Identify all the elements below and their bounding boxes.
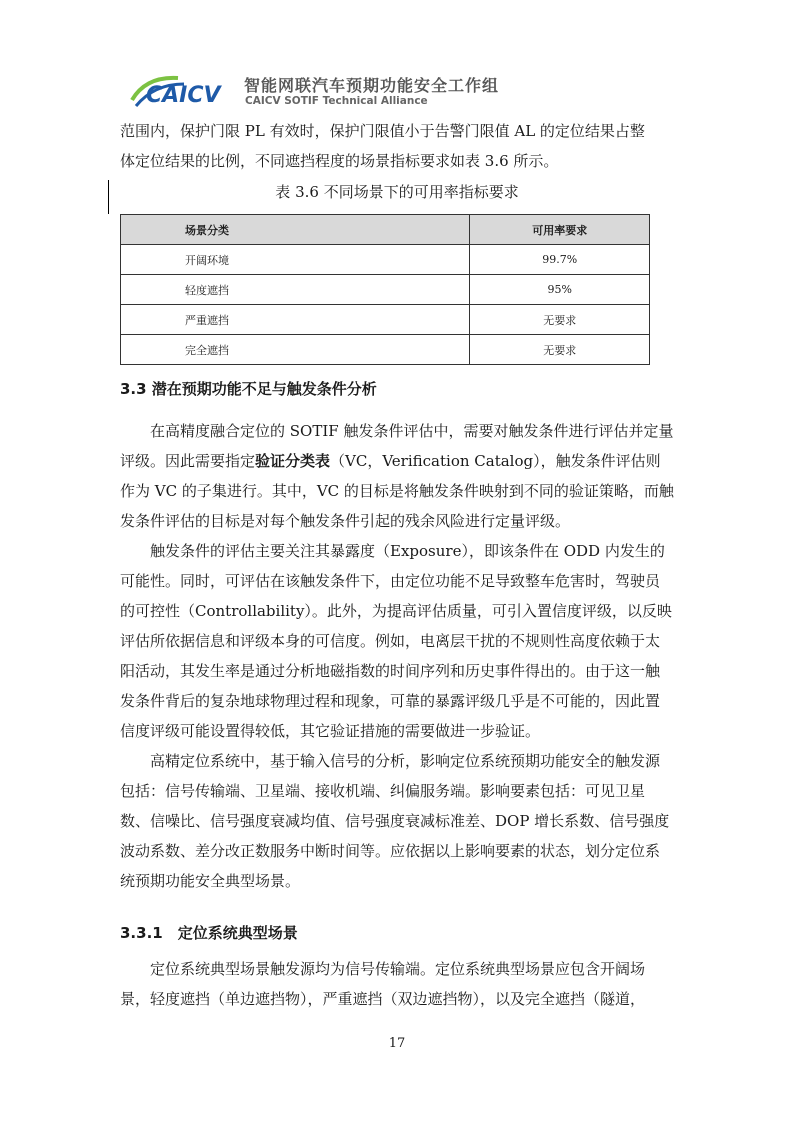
availability-table <box>120 214 650 365</box>
table-row <box>121 275 650 305</box>
paragraph: 高精定位系统中，基于输入信号的分析，影响定位系统预期功能安全的触发源包括：信号传输端、卫星端、接收机端、纠偏服务端。影响要素包括：可见卫星数、信噪比、信号强度衰减均值、信号强度衰减标准差、DOP 增长系数、信号强度波动系数、差分改正数服务中断时间等。应依据以上影响要素的状态，划分定位系统预期功能安全典型场景。 <box>120 752 670 890</box>
header-title-en: CAICV SOTIF Technical Alliance <box>245 95 428 107</box>
table-cell: 无要求 <box>470 335 650 365</box>
logo-wordmark: CAICV <box>146 83 221 108</box>
intro-paragraph <box>120 116 674 176</box>
table-cell: 完全遮挡 <box>121 335 470 365</box>
paragraph: 定位系统典型场景触发源均为信号传输端。定位系统典型场景应包含开阔场景，轻度遮挡（单边遮挡物），严重遮挡（双边遮挡物），以及完全遮挡（隧道， <box>120 960 646 1008</box>
table-cell: 99.7% <box>470 245 650 275</box>
table-row <box>121 335 650 365</box>
table-row <box>121 305 650 335</box>
paragraph-text: （VC，Verification Catalog），触发条件评估则作为 VC 的子集进行。其中，VC 的目标是将触发条件映射到不同的验证策略，而触发条件评估的目标是对每个触发条件引起的残余风险进行定量评级。 <box>120 452 674 530</box>
header-logo <box>126 70 500 110</box>
section-3-3-1-body <box>120 954 674 1014</box>
table-cell: 无要求 <box>470 305 650 335</box>
section-heading-3-3: 3.3 潜在预期功能不足与触发条件分析 <box>120 380 377 398</box>
section-heading-3-3-1: 3.3.1 定位系统典型场景 <box>120 924 298 942</box>
page-number: 17 <box>388 1036 406 1051</box>
table-cell: 开阔环境 <box>121 245 470 275</box>
section-3-3-body <box>120 416 674 896</box>
table-row <box>121 245 650 275</box>
table-header-cell: 场景分类 <box>121 215 470 245</box>
table-cell: 严重遮挡 <box>121 305 470 335</box>
text-cursor <box>108 180 109 214</box>
table-cell: 轻度遮挡 <box>121 275 470 305</box>
table-cell: 95% <box>470 275 650 305</box>
bold-term: 验证分类表 <box>255 452 331 470</box>
paragraph <box>120 416 674 536</box>
table-header-cell: 可用率要求 <box>470 215 650 245</box>
table-caption: 表 3.6 不同场景下的可用率指标要求 <box>275 183 519 201</box>
intro-line-1: 范围内，保护门限 PL 有效时，保护门限值小于告警门限值 AL 的定位结果占整 <box>120 122 645 140</box>
paragraph: 触发条件的评估主要关注其暴露度（Exposure），即该条件在 ODD 内发生的可能性。同时，可评估在该触发条件下，由定位功能不足导致整车危害时，驾驶员的可控性（Controllability）。此外，为提高评估质量，可引入置信度评级，以反映评估所依据信息和评级本身的可信度。例如，电离层干扰的不规则性高度依赖于太阳活动，其发生率是通过分析地磁指数的时间序列和历史事件得出的。由于这一触发条件背后的复杂地球物理过程和现象，可靠的暴露评级几乎是不可能的，因此置信度评级可能设置得较低，其它验证措施的需要做进一步验证。 <box>120 542 672 740</box>
caicv-logo-icon <box>126 70 238 110</box>
intro-line-2: 体定位结果的比例，不同遮挡程度的场景指标要求如表 3.6 所示。 <box>120 152 559 170</box>
paragraph-text: 在高精度融合定位的 SOTIF 触发条件评估中，需要对触发条件进行评估并定量评级。因此需要指定 <box>120 422 674 470</box>
table-header-row <box>121 215 650 245</box>
header-title-cn: 智能网联汽车预期功能安全工作组 <box>244 76 500 95</box>
